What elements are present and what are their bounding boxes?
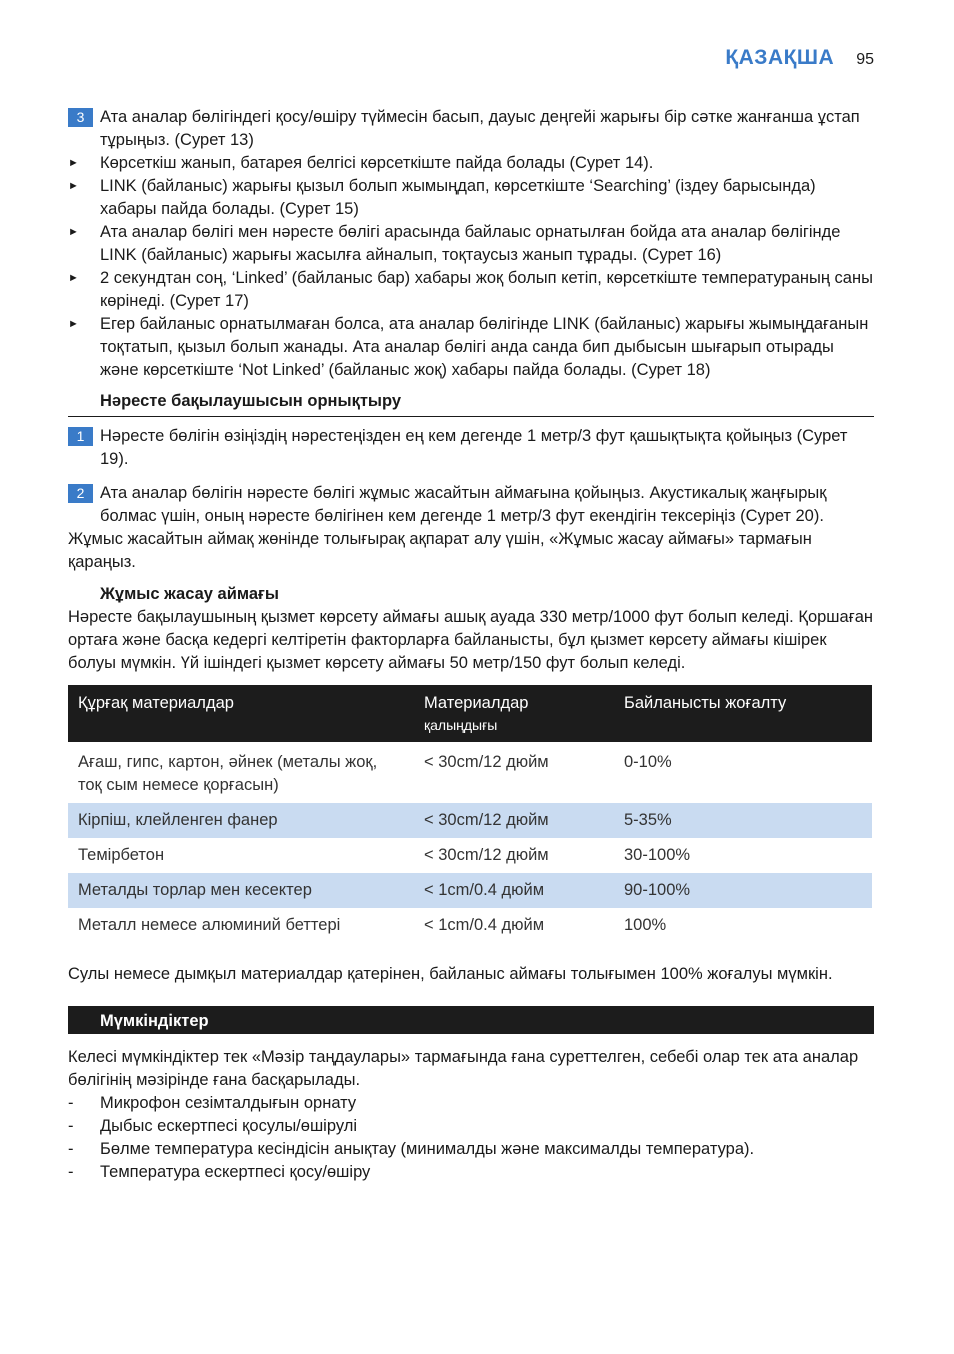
list-item-text: Микрофон сезімталдығын орнату (100, 1094, 357, 1112)
bullet-text: LINK (байланыс) жарығы қызыл болып жымыңдап, көрсеткіште ‘Searching’ (іздеу барысында) хабары пайда болады. (Сурет 15) (100, 177, 816, 218)
column-header (414, 685, 614, 742)
features-paragraph: Келесі мүмкіндіктер тек «Мәзір таңдаулары» тармағында ғана суреттелген, себебі олар тек ата аналар бөлігінің мәзірінде ғана басқарылады. (68, 1048, 859, 1089)
triangle-bullet-icon: ► (68, 226, 79, 238)
table-cell: Ағаш, гипс, картон, әйнек (металы жоқ, тоқ сым немесе қорғасын) (78, 753, 378, 794)
bullet-item (68, 221, 874, 267)
bullet-text: Көрсеткіш жанып, батарея белгісі көрсеткіште пайда болады (Сурет 14). (100, 154, 654, 172)
dash-bullet: - (68, 1117, 74, 1135)
list-item-text: Температура ескертпесі қосу/өшіру (100, 1163, 371, 1181)
column-header: Байланысты жоғалту (614, 685, 872, 742)
table-cell: Металды торлар мен кесектер (68, 873, 414, 908)
bullet-item (68, 175, 874, 221)
triangle-bullet-icon: ► (68, 157, 79, 169)
section-heading-range: Жұмыс жасау аймағы (100, 585, 279, 603)
column-header-sublabel: қалыңдығы (424, 717, 498, 733)
list-item (68, 1138, 874, 1161)
range-footer-note: Сулы немесе дымқыл материалдар қатерінен, байланыс аймағы толығымен 100% жоғалуы мүмкін. (68, 965, 833, 983)
bullet-text: Егер байланыс орнатылмаған болса, ата аналар бөлігінде LINK (байланыс) жарығы жымыңдағанын тоқтатып, қызыл болып жанады. Ата аналар бөлігі анда санда бип дыбысын шығарып отырады және көрсеткіште ‘Not Linked’ (байланыс жоқ) хабары пайда болады. (Сурет 18) (100, 315, 869, 379)
materials-table (68, 685, 872, 943)
column-header-label: Материалдар (424, 694, 529, 712)
triangle-bullet-icon: ► (68, 318, 79, 330)
table-row (68, 838, 872, 873)
table-cell: Металл немесе алюминий беттері (78, 916, 341, 934)
bullet-text: Ата аналар бөлігі мен нәресте бөлігі арасында байлаыс орнатылған бойда ата аналар бөлігінде LINK (байланыс) жарығы жасылға айналып, тоқтаусыз жанып тұрады. (Сурет 16) (100, 223, 841, 264)
dash-bullet: - (68, 1163, 74, 1181)
step-3 (68, 106, 874, 152)
list-item-text: Бөлме температура кесіндісін анықтау (минималды және максималды температура). (100, 1140, 755, 1158)
table-cell: 5-35% (614, 803, 872, 838)
step-text: Ата аналар бөлігіндегі қосу/өшіру түймесін басып, дауыс деңгейі жарығы бір сәтке жанғанша ұстап тұрыңыз. (Сурет 13) (100, 108, 860, 149)
step-2 (68, 482, 874, 528)
table-row (68, 803, 872, 838)
table-header-row (68, 685, 872, 742)
table-cell: 0-10% (624, 753, 672, 771)
table-row (68, 908, 872, 943)
table-cell: 90-100% (614, 873, 872, 908)
dash-bullet: - (68, 1140, 74, 1158)
section-heading-features: Мүмкіндіктер (68, 1006, 874, 1034)
table-cell: Кірпіш, клейленген фанер (68, 803, 414, 838)
table-cell: Темірбетон (78, 846, 165, 864)
bullet-item (68, 152, 874, 175)
list-item-text: Дыбыс ескертпесі қосулы/өшірулі (100, 1117, 358, 1135)
bullet-item (68, 313, 874, 382)
dash-bullet: - (68, 1094, 74, 1112)
bullet-text: 2 секундтан соң, ‘Linked’ (байланыс бар) хабары жоқ болып кетіп, көрсеткіште температураның саны көрінеді. (Сурет 17) (100, 269, 873, 310)
column-header: Құрғақ материалдар (68, 685, 414, 742)
step-text: Ата аналар бөлігін нәресте бөлігі жұмыс жасайтын аймағына қойыңыз. Акустикалық жаңғырық болмас үшін, оның нәресте бөлігінен кем дегенде 1 метр/3 фут екендігін тексеріңіз (Сурет 20). (100, 484, 827, 525)
table-row (68, 742, 872, 803)
triangle-bullet-icon: ► (68, 272, 79, 284)
language-label: ҚАЗАҚША (725, 46, 835, 69)
table-cell: < 1cm/0.4 дюйм (414, 873, 614, 908)
table-cell: < 30cm/12 дюйм (414, 803, 614, 838)
page-content (68, 106, 874, 1184)
table-cell: 100% (624, 916, 667, 934)
step-number-badge: 3 (68, 108, 93, 127)
section-heading-setup: Нәресте бақылаушысын орнықтыру (68, 390, 874, 417)
range-paragraph: Нәресте бақылаушының қызмет көрсету аймағы ашық ауада 330 метр/1000 фут болып келеді. Қоршаған ортаға және басқа кедергі келтіретін факторларға байланысты, бұл қызмет көрсету аймағы кішірек болуы мүмкін. Үй ішіндегі қызмет көрсету аймағы 50 метр/150 фут болып келеді. (68, 608, 874, 672)
table-row (68, 873, 872, 908)
table-cell: 30-100% (624, 846, 691, 864)
triangle-bullet-icon: ► (68, 180, 79, 192)
page-number: 95 (856, 51, 874, 68)
step-text: Нәресте бөлігін өзіңіздің нәрестеңізден ең кем дегенде 1 метр/3 фут қашықтықта қойыңыз (Сурет 19). (100, 427, 848, 468)
list-item (68, 1092, 874, 1115)
page-header (725, 46, 874, 76)
setup-note: Жұмыс жасайтын аймақ жөнінде толығырақ ақпарат алу үшін, «Жұмыс жасау аймағы» тармағын қараңыз. (68, 530, 812, 571)
table-cell: < 30cm/12 дюйм (424, 846, 549, 864)
list-item (68, 1161, 874, 1184)
table-cell: < 1cm/0.4 дюйм (424, 916, 545, 934)
step-1 (68, 425, 874, 471)
step-number-badge: 1 (68, 427, 93, 446)
bullet-item (68, 267, 874, 313)
step-number-badge: 2 (68, 484, 93, 503)
table-cell: < 30cm/12 дюйм (424, 753, 549, 771)
list-item (68, 1115, 874, 1138)
